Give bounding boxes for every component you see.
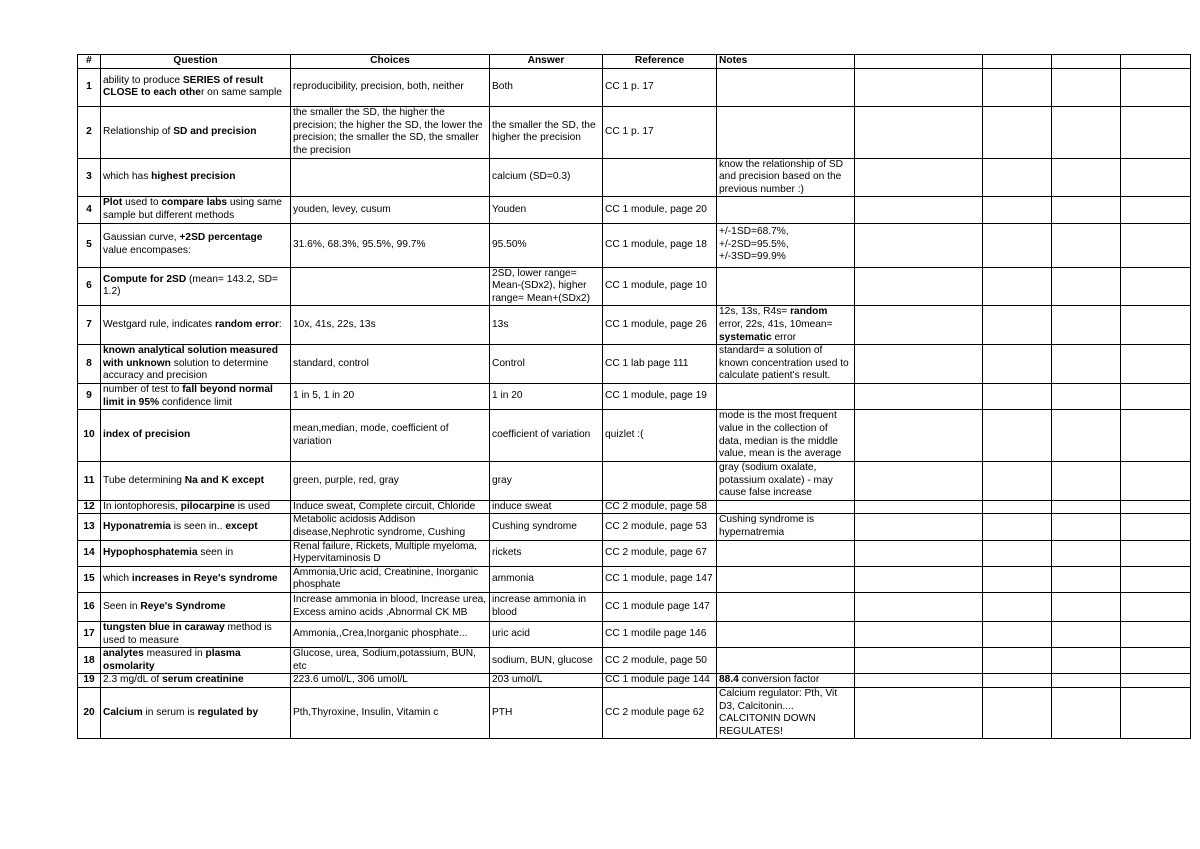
cell-empty <box>855 383 983 409</box>
cell-reference: CC 1 p. 17 <box>603 68 717 106</box>
cell-notes <box>717 566 855 592</box>
cell-empty <box>1121 688 1191 739</box>
cell-empty <box>855 622 983 648</box>
cell-empty <box>855 648 983 674</box>
cell-empty <box>1052 688 1121 739</box>
cell-answer: increase ammonia in blood <box>490 593 603 622</box>
cell-empty <box>983 462 1052 501</box>
header-question: Question <box>101 55 291 69</box>
cell-question: Relationship of SD and precision <box>101 106 291 158</box>
cell-empty <box>1052 540 1121 566</box>
cell-empty <box>855 306 983 345</box>
cell-answer: 95.50% <box>490 223 603 267</box>
cell-choices: 1 in 5, 1 in 20 <box>291 383 490 409</box>
cell-notes <box>717 106 855 158</box>
header-answer: Answer <box>490 55 603 69</box>
cell-empty <box>855 500 983 514</box>
cell-empty <box>855 197 983 223</box>
cell-choices <box>291 158 490 197</box>
cell-num: 4 <box>78 197 101 223</box>
cell-empty <box>1121 383 1191 409</box>
cell-question: which increases in Reye's syndrome <box>101 566 291 592</box>
cell-empty <box>1052 197 1121 223</box>
cell-empty <box>983 383 1052 409</box>
table-row <box>78 197 1191 223</box>
cell-empty <box>1052 410 1121 462</box>
cell-reference: CC 1 module page 144 <box>603 674 717 688</box>
table-row <box>78 566 1191 592</box>
cell-notes: know the relationship of SD and precision based on the previous number :) <box>717 158 855 197</box>
cell-notes: gray (sodium oxalate, potassium oxalate) - may cause false increase <box>717 462 855 501</box>
cell-num: 1 <box>78 68 101 106</box>
cell-empty <box>1121 648 1191 674</box>
cell-num: 16 <box>78 593 101 622</box>
table-row <box>78 106 1191 158</box>
table-row <box>78 306 1191 345</box>
cell-notes <box>717 500 855 514</box>
cell-empty <box>1121 593 1191 622</box>
table-row <box>78 383 1191 409</box>
cell-empty <box>855 566 983 592</box>
cell-empty <box>1052 267 1121 306</box>
cell-empty <box>855 68 983 106</box>
cell-empty <box>1121 500 1191 514</box>
cell-answer: Cushing syndrome <box>490 514 603 540</box>
cell-num: 17 <box>78 622 101 648</box>
cell-reference <box>603 462 717 501</box>
cell-answer: 13s <box>490 306 603 345</box>
cell-empty <box>855 223 983 267</box>
cell-reference: CC 1 lab page 111 <box>603 345 717 384</box>
cell-reference <box>603 158 717 197</box>
table-row <box>78 674 1191 688</box>
cell-notes <box>717 648 855 674</box>
cell-reference: CC 1 module, page 26 <box>603 306 717 345</box>
header-notes: Notes <box>717 55 855 69</box>
table-row <box>78 158 1191 197</box>
cell-choices: Ammonia,,Crea,Inorganic phosphate... <box>291 622 490 648</box>
cell-reference: CC 2 module, page 50 <box>603 648 717 674</box>
cell-empty <box>855 593 983 622</box>
cell-empty <box>1052 158 1121 197</box>
cell-empty <box>983 500 1052 514</box>
cell-question: Seen in Reye's Syndrome <box>101 593 291 622</box>
cell-question: Plot used to compare labs using same sample but different methods <box>101 197 291 223</box>
cell-empty <box>983 106 1052 158</box>
cell-question: Compute for 2SD (mean= 143.2, SD= 1.2) <box>101 267 291 306</box>
cell-empty <box>855 345 983 384</box>
cell-empty <box>983 410 1052 462</box>
cell-reference: CC 1 modile page 146 <box>603 622 717 648</box>
cell-notes: Cushing syndrome is hypernatremia <box>717 514 855 540</box>
cell-question: Gaussian curve, +2SD percentage value encompases: <box>101 223 291 267</box>
cell-choices: the smaller the SD, the higher the precision; the higher the SD, the lower the precision; the smaller the SD, the smaller the precision <box>291 106 490 158</box>
cell-empty <box>983 197 1052 223</box>
cell-answer: sodium, BUN, glucose <box>490 648 603 674</box>
table-row <box>78 223 1191 267</box>
cell-choices: green, purple, red, gray <box>291 462 490 501</box>
header-empty-2 <box>983 55 1052 69</box>
cell-question: In iontophoresis, pilocarpine is used <box>101 500 291 514</box>
cell-choices: Glucose, urea, Sodium,potassium, BUN, etc <box>291 648 490 674</box>
cell-num: 20 <box>78 688 101 739</box>
cell-empty <box>983 622 1052 648</box>
cell-empty <box>1052 345 1121 384</box>
table-row <box>78 648 1191 674</box>
cell-empty <box>983 540 1052 566</box>
cell-question: index of precision <box>101 410 291 462</box>
header-reference: Reference <box>603 55 717 69</box>
cell-empty <box>1121 566 1191 592</box>
cell-notes <box>717 267 855 306</box>
cell-empty <box>1121 622 1191 648</box>
cell-num: 12 <box>78 500 101 514</box>
cell-empty <box>1121 158 1191 197</box>
header-empty-3 <box>1052 55 1121 69</box>
cell-reference: CC 1 module, page 147 <box>603 566 717 592</box>
table-body <box>78 68 1191 739</box>
cell-empty <box>983 593 1052 622</box>
cell-empty <box>1052 622 1121 648</box>
cell-answer: induce sweat <box>490 500 603 514</box>
table-row <box>78 688 1191 739</box>
cell-question: 2.3 mg/dL of serum creatinine <box>101 674 291 688</box>
cell-empty <box>1052 593 1121 622</box>
cell-empty <box>1052 462 1121 501</box>
header-empty-4 <box>1121 55 1191 69</box>
cell-empty <box>1121 223 1191 267</box>
cell-num: 10 <box>78 410 101 462</box>
cell-empty <box>1121 674 1191 688</box>
cell-empty <box>983 345 1052 384</box>
cell-choices: Increase ammonia in blood, Increase urea, Excess amino acids ,Abnormal CK MB <box>291 593 490 622</box>
cell-notes <box>717 540 855 566</box>
cell-empty <box>1121 106 1191 158</box>
cell-empty <box>1121 462 1191 501</box>
cell-empty <box>1121 197 1191 223</box>
cell-empty <box>855 410 983 462</box>
cell-reference: CC 1 module, page 10 <box>603 267 717 306</box>
cell-empty <box>983 514 1052 540</box>
cell-empty <box>1052 383 1121 409</box>
cell-notes: mode is the most frequent value in the collection of data, median is the middle value, mean is the average <box>717 410 855 462</box>
cell-notes <box>717 383 855 409</box>
cell-empty <box>855 462 983 501</box>
cell-reference: CC 2 module, page 53 <box>603 514 717 540</box>
cell-question: Calcium in serum is regulated by <box>101 688 291 739</box>
cell-empty <box>1052 674 1121 688</box>
cell-empty <box>1052 306 1121 345</box>
cell-question: which has highest precision <box>101 158 291 197</box>
header-choices: Choices <box>291 55 490 69</box>
cell-answer: ammonia <box>490 566 603 592</box>
cell-choices: Metabolic acidosis Addison disease,Nephrotic syndrome, Cushing <box>291 514 490 540</box>
cell-answer: Youden <box>490 197 603 223</box>
spreadsheet <box>77 54 1191 739</box>
cell-question: Hypophosphatemia seen in <box>101 540 291 566</box>
cell-empty <box>983 68 1052 106</box>
cell-question: analytes measured in plasma osmolarity <box>101 648 291 674</box>
cell-reference: CC 2 module, page 67 <box>603 540 717 566</box>
cell-empty <box>1121 410 1191 462</box>
cell-question: number of test to fall beyond normal limit in 95% confidence limit <box>101 383 291 409</box>
cell-empty <box>983 306 1052 345</box>
cell-choices <box>291 267 490 306</box>
cell-question: known analytical solution measured with unknown solution to determine accuracy and precision <box>101 345 291 384</box>
table-row <box>78 514 1191 540</box>
cell-empty <box>1052 648 1121 674</box>
cell-empty <box>1052 500 1121 514</box>
table-row <box>78 267 1191 306</box>
cell-num: 8 <box>78 345 101 384</box>
table-row <box>78 345 1191 384</box>
cell-reference: CC 1 p. 17 <box>603 106 717 158</box>
cell-question: Tube determining Na and K except <box>101 462 291 501</box>
cell-empty <box>983 688 1052 739</box>
cell-num: 15 <box>78 566 101 592</box>
cell-answer: rickets <box>490 540 603 566</box>
cell-question: tungsten blue in caraway method is used to measure <box>101 622 291 648</box>
cell-empty <box>1121 345 1191 384</box>
cell-answer: 1 in 20 <box>490 383 603 409</box>
cell-choices: Ammonia,Uric acid, Creatinine, Inorganic phosphate <box>291 566 490 592</box>
cell-notes <box>717 593 855 622</box>
cell-reference: CC 2 module, page 58 <box>603 500 717 514</box>
cell-num: 7 <box>78 306 101 345</box>
cell-choices: reproducibility, precision, both, neither <box>291 68 490 106</box>
cell-notes: standard= a solution of known concentration used to calculate patient's result. <box>717 345 855 384</box>
cell-notes: +/-1SD=68.7%, +/-2SD=95.5%, +/-3SD=99.9% <box>717 223 855 267</box>
cell-question: ability to produce SERIES of result CLOSE to each other on same sample <box>101 68 291 106</box>
cell-choices: Renal failure, Rickets, Multiple myeloma, Hypervitaminosis D <box>291 540 490 566</box>
cell-answer: coefficient of variation <box>490 410 603 462</box>
cell-num: 5 <box>78 223 101 267</box>
header-empty-1 <box>855 55 983 69</box>
cell-choices: 31.6%, 68.3%, 95.5%, 99.7% <box>291 223 490 267</box>
cell-notes <box>717 197 855 223</box>
cell-reference: CC 1 module, page 18 <box>603 223 717 267</box>
cell-reference: quizlet :( <box>603 410 717 462</box>
cell-num: 6 <box>78 267 101 306</box>
cell-num: 18 <box>78 648 101 674</box>
table-row <box>78 410 1191 462</box>
cell-answer: uric acid <box>490 622 603 648</box>
table-row <box>78 500 1191 514</box>
cell-empty <box>983 267 1052 306</box>
cell-answer: the smaller the SD, the higher the precision <box>490 106 603 158</box>
cell-reference: CC 1 module, page 19 <box>603 383 717 409</box>
cell-choices: Induce sweat, Complete circuit, Chloride <box>291 500 490 514</box>
cell-num: 13 <box>78 514 101 540</box>
cell-question: Westgard rule, indicates random error: <box>101 306 291 345</box>
cell-choices: mean,median, mode, coefficient of variation <box>291 410 490 462</box>
cell-num: 11 <box>78 462 101 501</box>
cell-reference: CC 1 module page 147 <box>603 593 717 622</box>
cell-answer: Control <box>490 345 603 384</box>
cell-empty <box>855 674 983 688</box>
cell-notes: Calcium regulator: Pth, Vit D3, Calcitonin.... CALCITONIN DOWN REGULATES! <box>717 688 855 739</box>
cell-empty <box>1052 68 1121 106</box>
cell-empty <box>983 648 1052 674</box>
table-row <box>78 462 1191 501</box>
cell-question: Hyponatremia is seen in.. except <box>101 514 291 540</box>
table-row <box>78 593 1191 622</box>
cell-answer: Both <box>490 68 603 106</box>
table-row <box>78 540 1191 566</box>
cell-empty <box>1121 514 1191 540</box>
cell-choices: standard, control <box>291 345 490 384</box>
table-row <box>78 68 1191 106</box>
cell-answer: 2SD, lower range= Mean-(SDx2), higher range= Mean+(SDx2) <box>490 267 603 306</box>
cell-num: 2 <box>78 106 101 158</box>
cell-empty <box>1052 514 1121 540</box>
cell-num: 19 <box>78 674 101 688</box>
cell-choices: 223.6 umol/L, 306 umol/L <box>291 674 490 688</box>
cell-notes <box>717 68 855 106</box>
cell-num: 3 <box>78 158 101 197</box>
cell-choices: youden, levey, cusum <box>291 197 490 223</box>
cell-answer: calcium (SD=0.3) <box>490 158 603 197</box>
cell-empty <box>855 106 983 158</box>
cell-empty <box>1121 540 1191 566</box>
cell-empty <box>983 674 1052 688</box>
cell-empty <box>983 158 1052 197</box>
cell-notes: 88.4 conversion factor <box>717 674 855 688</box>
table-row <box>78 622 1191 648</box>
header-num: # <box>78 55 101 69</box>
cell-choices: 10x, 41s, 22s, 13s <box>291 306 490 345</box>
cell-choices: Pth,Thyroxine, Insulin, Vitamin c <box>291 688 490 739</box>
cell-answer: PTH <box>490 688 603 739</box>
cell-answer: 203 umol/L <box>490 674 603 688</box>
cell-empty <box>855 267 983 306</box>
cell-empty <box>1052 566 1121 592</box>
cell-num: 14 <box>78 540 101 566</box>
cell-empty <box>983 566 1052 592</box>
cell-notes: 12s, 13s, R4s= random error, 22s, 41s, 10mean= systematic error <box>717 306 855 345</box>
cell-empty <box>1121 267 1191 306</box>
cell-empty <box>855 688 983 739</box>
cell-empty <box>983 223 1052 267</box>
cell-num: 9 <box>78 383 101 409</box>
header-row <box>78 55 1191 69</box>
cell-empty <box>855 158 983 197</box>
cell-reference: CC 2 module page 62 <box>603 688 717 739</box>
cell-empty <box>1121 68 1191 106</box>
cell-answer: gray <box>490 462 603 501</box>
cell-empty <box>855 540 983 566</box>
cell-empty <box>1052 223 1121 267</box>
cell-notes <box>717 622 855 648</box>
cell-empty <box>855 514 983 540</box>
cell-empty <box>1052 106 1121 158</box>
cell-reference: CC 1 module, page 20 <box>603 197 717 223</box>
cell-empty <box>1121 306 1191 345</box>
quiz-table <box>77 54 1191 739</box>
